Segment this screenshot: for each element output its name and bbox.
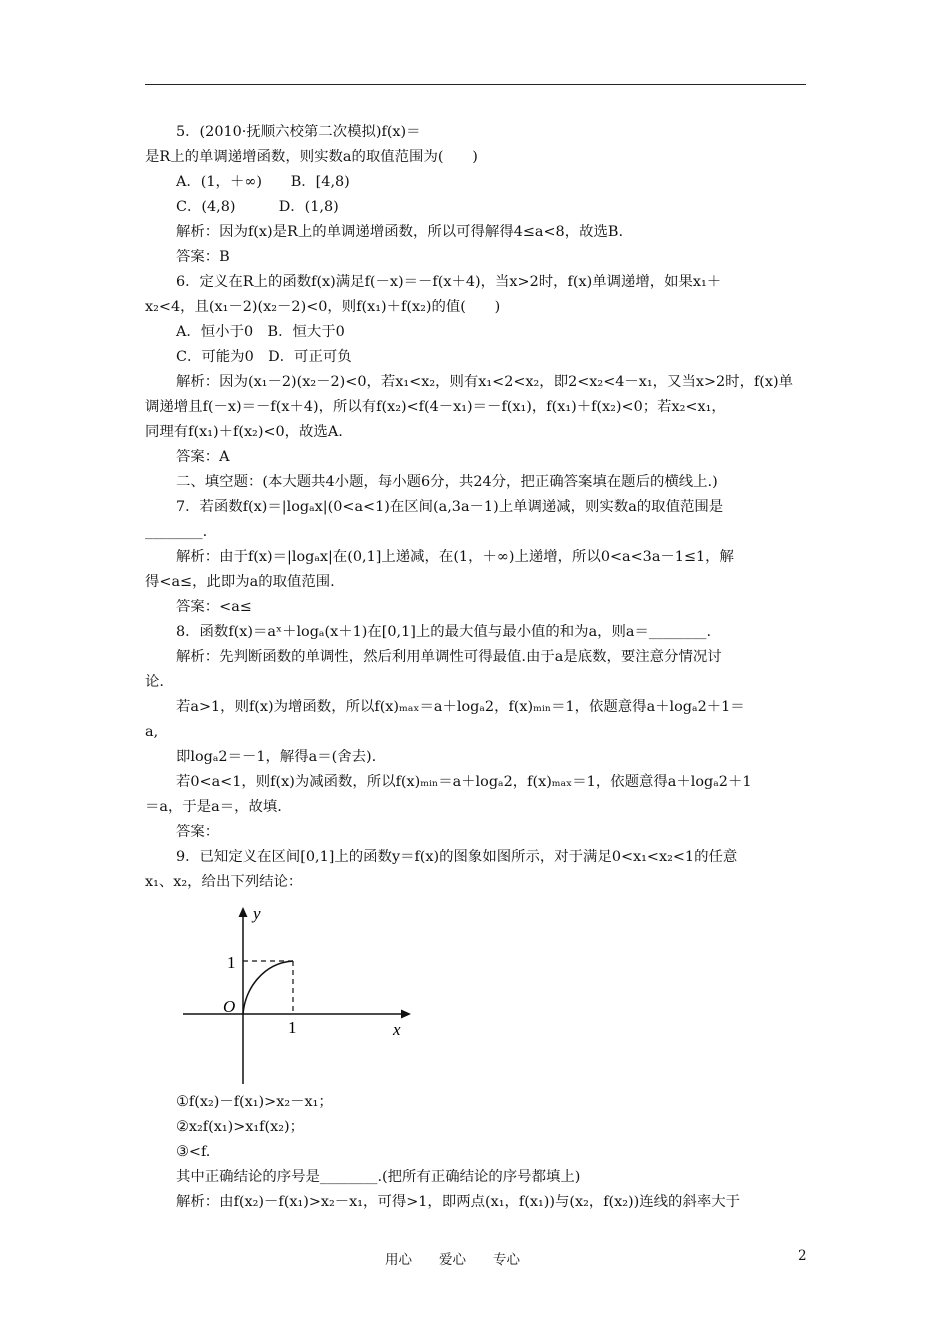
page-number: 2 bbox=[798, 1248, 807, 1264]
text-line: 解析：由f(x₂)－f(x₁)>x₂－x₁，可得>1，即两点(x₁，f(x₁))与(x₂，f(x₂))连线的斜率大于 bbox=[176, 1194, 741, 1210]
text-line: 得<a≤，此即为a的取值范围. bbox=[145, 574, 335, 590]
text-line: 解析：由于f(x)＝|logₐx|在(0,1]上递减，在(1，＋∞)上递增，所以0<a<3a－1≤1，解 bbox=[176, 549, 734, 565]
text-line: C．可能为0 D．可正可负 bbox=[176, 349, 352, 365]
text-line: 答案：A bbox=[176, 449, 230, 465]
function-graph bbox=[175, 899, 415, 1084]
x-axis-label: x bbox=[393, 1020, 401, 1039]
text-line: 5．(2010·抚顺六校第二次模拟)f(x)＝ bbox=[176, 124, 421, 140]
footer-motto: 用心 爱心 专心 bbox=[385, 1252, 520, 1268]
text-line: 解析：因为(x₁－2)(x₂－2)<0，若x₁<x₂，则有x₁<2<x₂，即2<x₂<4－x₁，又当x>2时，f(x)单 bbox=[176, 374, 794, 390]
text-block-upper bbox=[145, 120, 806, 895]
text-line: 解析：先判断函数的单调性，然后利用单调性可得最值.由于a是底数，要注意分情况讨 bbox=[176, 649, 722, 665]
text-line: 调递增且f(－x)＝－f(x＋4)，所以有f(x₂)<f(4－x₁)＝－f(x₁)，f(x₁)＋f(x₂)<0；若x₂<x₁， bbox=[145, 399, 726, 415]
text-line: 9．已知定义在区间[0,1]上的函数y＝f(x)的图象如图所示，对于满足0<x₁<x₂<1的任意 bbox=[176, 849, 738, 865]
text-line: 若a>1，则f(x)为增函数，所以f(x)ₘₐₓ＝a＋logₐ2，f(x)ₘᵢₙ＝1，依题意得a＋logₐ2＋1＝ bbox=[176, 699, 745, 715]
x-axis-arrow-icon bbox=[401, 1010, 411, 1019]
text-line: 论. bbox=[145, 674, 164, 690]
text-line: 同理有f(x₁)＋f(x₂)<0，故选A. bbox=[145, 424, 343, 440]
y-tick-label: 1 bbox=[227, 953, 236, 972]
text-line: ①f(x₂)－f(x₁)>x₂－x₁； bbox=[176, 1094, 333, 1110]
text-line: 7．若函数f(x)＝|logₐx|(0<a<1)在区间(a,3a－1)上单调递减，则实数a的取值范围是 bbox=[176, 499, 724, 515]
text-line: 即logₐ2＝－1，解得a＝(舍去). bbox=[176, 749, 377, 765]
function-curve bbox=[243, 961, 293, 1014]
text-block-lower bbox=[145, 1090, 806, 1215]
text-line: 解析：因为f(x)是R上的单调递增函数，所以可得解得4≤a<8，故选B. bbox=[176, 224, 624, 240]
text-line: 答案：<a≤ bbox=[176, 599, 252, 615]
text-line: 答案：B bbox=[176, 249, 230, 265]
text-line: 若0<a<1，则f(x)为减函数，所以f(x)ₘᵢₙ＝a＋logₐ2，f(x)ₘₐₓ＝1，依题意得a＋logₐ2＋1 bbox=[176, 774, 752, 790]
text-line: A．恒小于0 B．恒大于0 bbox=[176, 324, 345, 340]
text-line: C．(4,8) D．(1,8) bbox=[176, 199, 339, 215]
text-line: 答案： bbox=[176, 824, 220, 840]
text-line: x₂<4，且(x₁－2)(x₂－2)<0，则f(x₁)＋f(x₂)的值( ) bbox=[145, 299, 501, 315]
text-line: ②x₂f(x₁)>x₁f(x₂)； bbox=[176, 1119, 304, 1135]
text-line: ________. bbox=[145, 524, 208, 540]
header-rule bbox=[145, 84, 806, 85]
text-line: 是R上的单调递增函数，则实数a的取值范围为( ) bbox=[145, 149, 478, 165]
text-line: x₁、x₂，给出下列结论： bbox=[145, 874, 303, 890]
text-line: ③<f. bbox=[176, 1144, 211, 1160]
y-axis-arrow-icon bbox=[239, 907, 248, 917]
y-axis-label: y bbox=[253, 904, 261, 923]
text-line: 6．定义在R上的函数f(x)满足f(－x)＝－f(x＋4)，当x>2时，f(x)单调递增，如果x₁＋ bbox=[176, 274, 722, 290]
function-graph-figure bbox=[145, 899, 806, 1084]
text-line: 8．函数f(x)＝aˣ＋logₐ(x＋1)在[0,1]上的最大值与最小值的和为a，则a＝________. bbox=[176, 624, 712, 640]
text-line: A．(1，＋∞) B．[4,8) bbox=[176, 174, 350, 190]
page-content bbox=[145, 120, 806, 1215]
x-tick-label: 1 bbox=[288, 1018, 297, 1037]
section-heading: 二、填空题：(本大题共4小题，每小题6分，共24分，把正确答案填在题后的横线上.) bbox=[176, 474, 718, 490]
text-line: ＝a，于是a＝，故填. bbox=[145, 799, 282, 815]
text-line: a, bbox=[145, 724, 159, 740]
text-line: 其中正确结论的序号是________.(把所有正确结论的序号都填上) bbox=[176, 1169, 581, 1185]
origin-label: O bbox=[223, 997, 236, 1016]
